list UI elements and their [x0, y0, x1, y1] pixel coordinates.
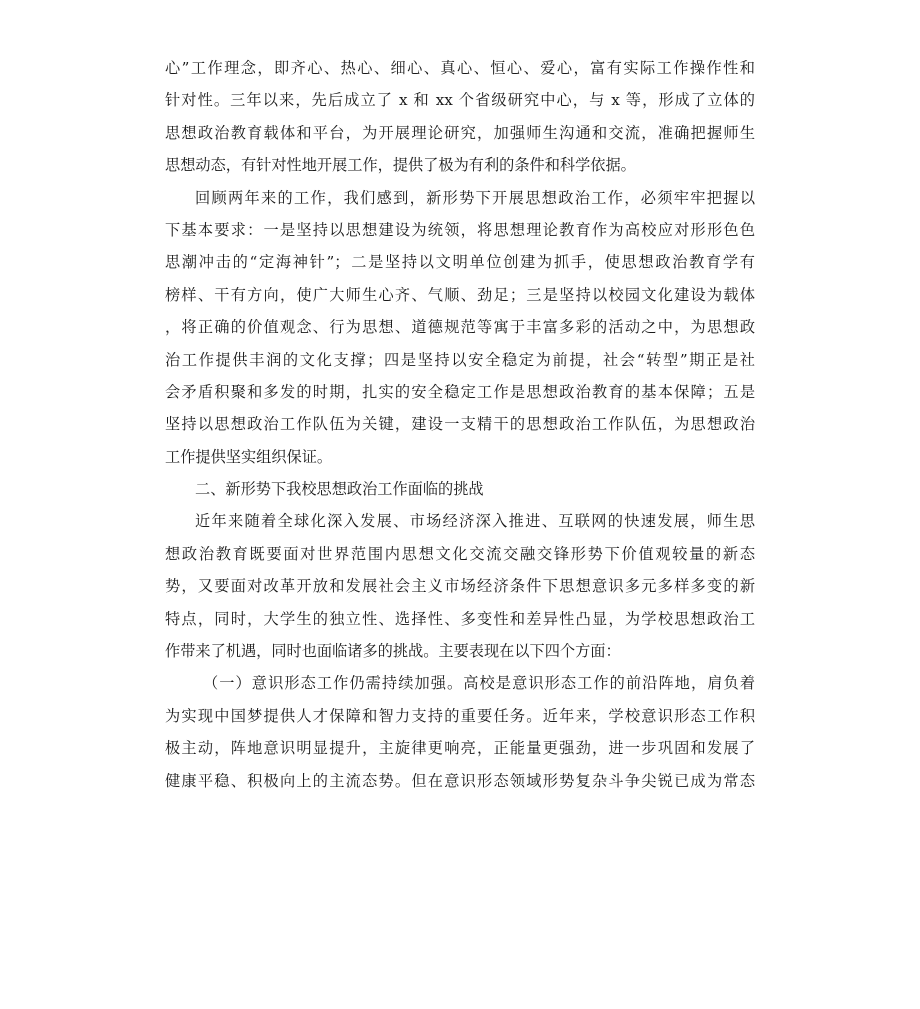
text-line: ，将正确的价值观念、行为思想、道德规范等寓于丰富多彩的活动之中，为思想政 — [165, 318, 755, 337]
text-line: 坚持以思想政治工作队伍为关键，建设一支精干的思想政治工作队伍，为思想政治 — [165, 415, 755, 434]
text-line: 治工作提供丰润的文化支撑；四是坚持以安全稳定为前提，社会“转型”期正是社 — [165, 350, 755, 369]
text-line: 回顾两年来的工作，我们感到，新形势下开展思想政治工作，必须牢牢把握以 — [195, 188, 755, 207]
text-line: 榜样、干有方向，使广大师生心齐、气顺、劲足；三是坚持以校园文化建设为载体 — [165, 285, 755, 304]
text-line: 特点，同时，大学生的独立性、选择性、多变性和差异性凸显，为学校思想政治工 — [165, 609, 755, 628]
text-line: 会矛盾积聚和多发的时期，扎实的安全稳定工作是思想政治教育的基本保障；五是 — [165, 382, 755, 401]
text-line: 极主动，阵地意识明显提升，主旋律更响亮，正能量更强劲，进一步巩固和发展了 — [165, 739, 755, 758]
text-line: 势，又要面对改革开放和发展社会主义市场经济条件下思想意识多元多样多变的新 — [165, 577, 755, 596]
paragraph-ideology-work — [165, 667, 755, 797]
text-line: 思想政治教育载体和平台，为开展理论研究，加强师生沟通和交流，准确把握师生 — [165, 123, 755, 142]
text-line: 想政治教育既要面对世界范围内思想文化交流交融交锋形势下价值观较量的新态 — [165, 544, 755, 563]
text-line: 心”工作理念，即齐心、热心、细心、真心、恒心、爱心，富有实际工作操作性和 — [165, 59, 755, 77]
text-line: （一）意识形态工作仍需持续加强。高校是意识形态工作的前沿阵地，肩负着 — [203, 674, 755, 693]
paragraph-new-challenges — [165, 505, 755, 667]
text-line: 思想动态，有针对性地开展工作，提供了极为有利的条件和科学依据。 — [165, 156, 636, 175]
paragraph-work-philosophy — [165, 52, 755, 182]
text-line: 健康平稳、积极向上的主流态势。但在意识形态领域形势复杂斗争尖锐已成为常态 — [165, 771, 755, 790]
text-line: 下基本要求：一是坚持以思想建设为统领，将思想理论教育作为高校应对形形色色 — [165, 220, 755, 239]
text-line: 作带来了机遇，同时也面临诸多的挑战。主要表现在以下四个方面： — [165, 642, 621, 661]
text-line: 近年来随着全球化深入发展、市场经济深入推进、互联网的快速发展，师生思 — [195, 512, 755, 531]
document-page — [165, 52, 755, 797]
text-line: 思潮冲击的“定海神针”；二是坚持以文明单位创建为抓手，使思想政治教育学有 — [165, 253, 755, 272]
text-line: 工作提供坚实组织保证。 — [165, 447, 333, 466]
section-heading: 二、新形势下我校思想政治工作面临的挑战 — [195, 480, 484, 499]
text-line: 针对性。三年以来，先后成立了 x 和 xx 个省级研究中心，与 x 等，形成了立体的 — [165, 91, 755, 110]
text-line: 为实现中国梦提供人才保障和智力支持的重要任务。近年来，学校意识形态工作积 — [165, 706, 755, 725]
paragraph-basic-requirements — [165, 182, 755, 474]
